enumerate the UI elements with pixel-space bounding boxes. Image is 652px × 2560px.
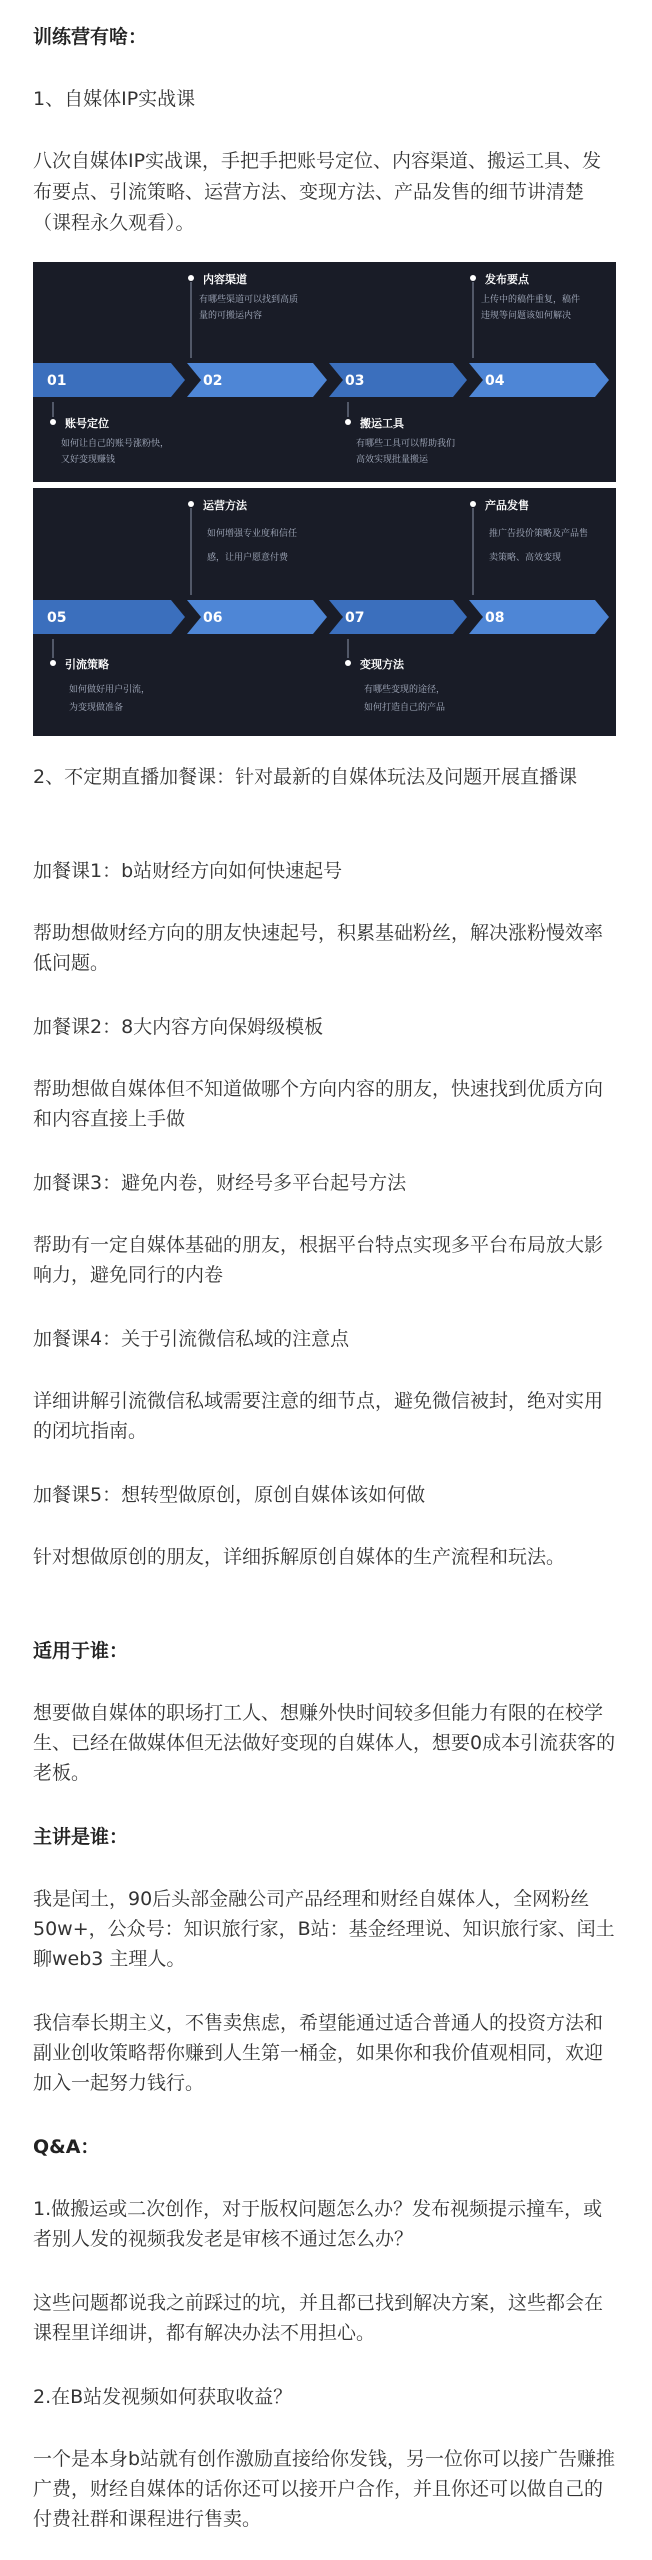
arrow-step-08 — [455, 600, 609, 634]
step-06-number: 06 — [203, 610, 223, 626]
speaker-heading: 主讲是谁： — [33, 1826, 129, 1848]
qa-heading: Q&A： — [33, 2136, 100, 2158]
audience-text: 想要做自媒体的职场打工人、想赚外快时间较多但能力有限的在校学生、已经在做媒体但无法做好变现的自媒体人，想要0成本引流获客的老板。 — [33, 1702, 616, 1784]
step-03-number: 03 — [345, 373, 365, 389]
dot-05 — [50, 660, 56, 666]
timeline-panel-1 — [33, 262, 616, 482]
arrow-step-03 — [315, 363, 467, 397]
dot-01 — [50, 419, 56, 425]
dot-06 — [188, 501, 194, 507]
lesson-2-desc: 帮助想做自媒体但不知道做哪个方向内容的朋友，快速找到优质方向和内容直接上手做 — [33, 1078, 604, 1130]
audience-heading: 适用于谁： — [33, 1640, 129, 1662]
step-06-desc-2: 感，让用户愿意付费 — [207, 553, 289, 563]
timeline-2-arrows — [33, 600, 609, 634]
lesson-1-title: 加餐课1：b站财经方向如何快速起号 — [33, 860, 343, 882]
dot-02 — [188, 275, 194, 281]
step-05-desc-1: 如何做好用户引流， — [69, 685, 151, 695]
step-01-title: 账号定位 — [65, 417, 109, 430]
lesson-2-title: 加餐课2：8大内容方向保姆级模板 — [33, 1016, 324, 1038]
lesson-4-title: 加餐课4：关于引流微信私域的注意点 — [33, 1328, 350, 1350]
step-04-title: 发布要点 — [485, 273, 529, 286]
section2-title: 2、不定期直播加餐课：针对最新的自媒体玩法及问题开展直播课 — [33, 766, 578, 788]
timeline-panel-2 — [33, 488, 616, 736]
speaker-intro: 我是闰土，90后头部金融公司产品经理和财经自媒体人，全网粉丝50w+，公众号：知识旅行家，B站：基金经理说、知识旅行家、闰土聊web3 主理人。 — [33, 1888, 615, 1970]
qa-2-question: 2.在B站发视频如何获取收益？ — [33, 2386, 293, 2408]
step-03-desc-2: 高效实现批量搬运 — [356, 455, 429, 465]
step-04-desc-2: 违规等问题该如何解决 — [481, 311, 572, 321]
arrow-step-04 — [455, 363, 609, 397]
timeline-1-arrows — [33, 363, 609, 397]
qa-2-answer: 一个是本身b站就有创作激励直接给你发钱，另一位你可以接广告赚推广费，财经自媒体的话你还可以接开户合作，并且你还可以做自己的付费社群和课程进行售卖。 — [33, 2448, 616, 2530]
lesson-5-title: 加餐课5：想转型做原创，原创自媒体该如何做 — [33, 1484, 426, 1506]
dot-07 — [345, 660, 351, 666]
step-08-number: 08 — [485, 610, 505, 626]
step-03-title: 搬运工具 — [360, 417, 404, 430]
step-01-desc-1: 如何让自己的账号涨粉快， — [61, 439, 170, 449]
lesson-3-desc: 帮助有一定自媒体基础的朋友，根据平台特点实现多平台布局放大影响力，避免同行的内卷 — [33, 1234, 604, 1286]
step-06-title: 运营方法 — [203, 499, 247, 512]
speaker-belief: 我信奉长期主义，不售卖焦虑，希望能通过适合普通人的投资方法和副业创收策略帮你赚到人生第一桶金，如果你和我价值观相同，欢迎加入一起努力钱行。 — [33, 2012, 604, 2094]
qa-1-answer: 这些问题都说我之前踩过的坑，并且都已找到解决方案，这些都会在课程里详细讲，都有解决办法不用担心。 — [33, 2292, 604, 2344]
step-04-number: 04 — [485, 373, 505, 389]
step-07-desc-2: 如何打造自己的产品 — [364, 703, 446, 713]
lesson-3-title: 加餐课3：避免内卷，财经号多平台起号方法 — [33, 1172, 407, 1194]
step-07-number: 07 — [345, 610, 365, 626]
step-02-title: 内容渠道 — [203, 273, 247, 286]
step-05-desc-2: 为变现做准备 — [69, 703, 124, 713]
step-02-desc-1: 有哪些渠道可以找到高质 — [199, 295, 299, 305]
dot-03 — [345, 419, 351, 425]
qa-1-question: 1.做搬运或二次创作，对于版权问题怎么办？发布视频提示撞车，或者别人发的视频我发老是审核不通过怎么办？ — [33, 2198, 603, 2250]
step-08-desc-1: 推广告投价策略及产品售 — [489, 529, 589, 539]
arrow-step-07 — [315, 600, 467, 634]
dot-08 — [470, 501, 476, 507]
arrow-step-06 — [173, 600, 327, 634]
step-03-desc-1: 有哪些工具可以帮助我们 — [356, 439, 456, 449]
timeline-diagram-1 — [33, 262, 616, 482]
step-01-desc-2: 又好变现赚钱 — [61, 455, 116, 465]
step-05-title: 引流策略 — [65, 658, 109, 671]
step-08-title: 产品发售 — [485, 499, 529, 512]
step-06-desc-1: 如何增强专业度和信任 — [207, 529, 298, 539]
section1-title: 1、自媒体IP实战课 — [33, 88, 196, 110]
lesson-5-desc: 针对想做原创的朋友，详细拆解原创自媒体的生产流程和玩法。 — [33, 1546, 566, 1568]
arrow-step-02 — [173, 363, 327, 397]
step-02-desc-2: 量的可搬运内容 — [199, 311, 263, 321]
step-07-title: 变现方法 — [360, 658, 404, 671]
step-08-desc-2: 卖策略、高效变现 — [489, 553, 562, 563]
dot-04 — [470, 275, 476, 281]
step-01-number: 01 — [47, 373, 67, 389]
step-07-desc-1: 有哪些变现的途径， — [364, 685, 446, 695]
camp-heading: 训练营有啥： — [33, 26, 148, 48]
step-02-number: 02 — [203, 373, 223, 389]
step-05-number: 05 — [47, 610, 67, 626]
section1-description: 八次自媒体IP实战课，手把手把账号定位、内容渠道、搬运工具、发布要点、引流策略、运营方法、变现方法、产品发售的细节讲清楚（课程永久观看）。 — [33, 150, 602, 234]
step-04-desc-1: 上传中的稿件重复，稿件 — [481, 295, 581, 305]
timeline-diagram-2 — [33, 488, 616, 736]
lesson-4-desc: 详细讲解引流微信私域需要注意的细节点，避免微信被封，绝对实用的闭坑指南。 — [33, 1390, 604, 1442]
lesson-1-desc: 帮助想做财经方向的朋友快速起号，积累基础粉丝，解决涨粉慢效率低问题。 — [33, 922, 604, 974]
